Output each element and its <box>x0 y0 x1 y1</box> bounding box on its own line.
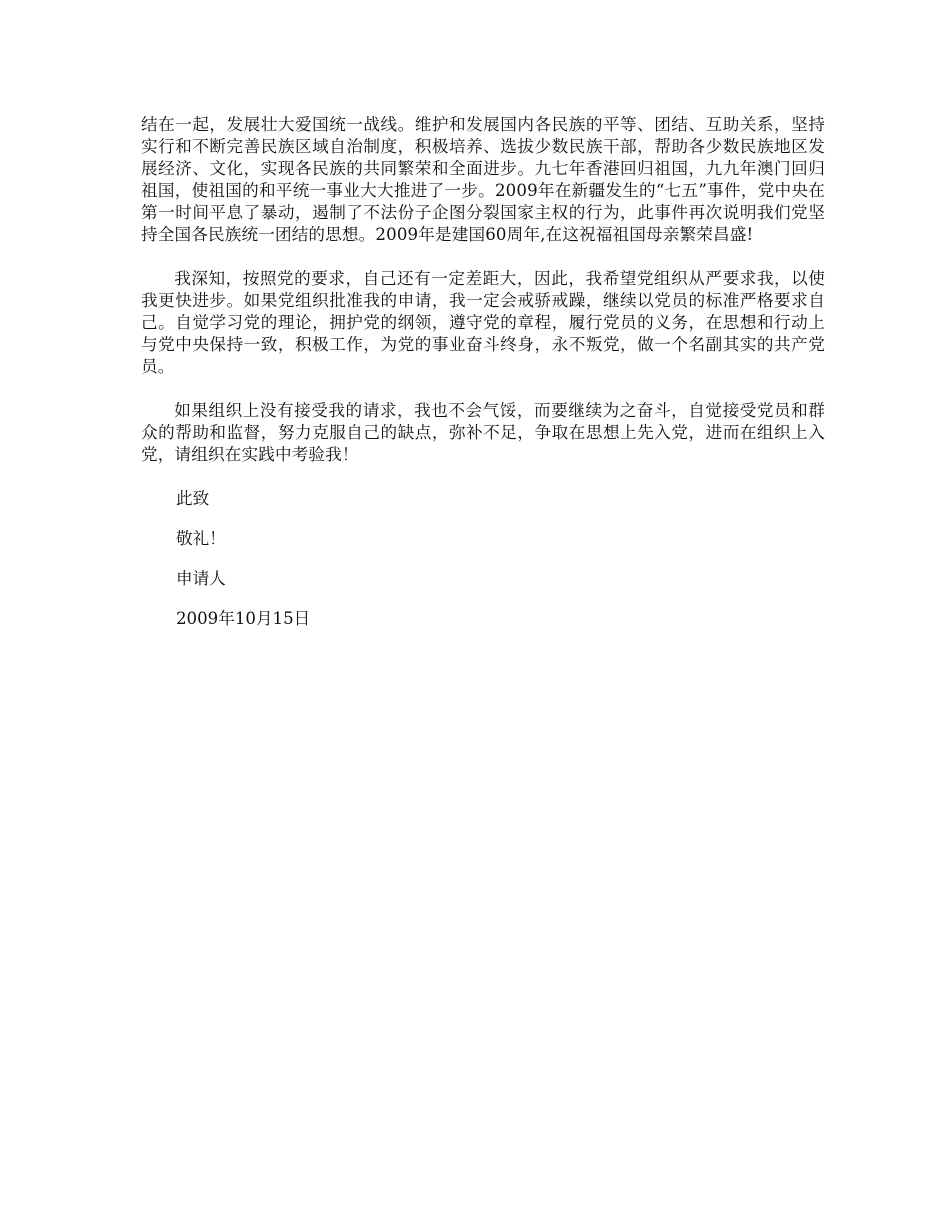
paragraph-gap <box>141 246 825 268</box>
closing-gap <box>141 550 825 568</box>
paragraph-unity: 结在一起，发展壮大爱国统一战线。维护和发展国内各民族的平等、团结、互助关系，坚持实行和不断完善民族区域自治制度，积极培养、选拔少数民族干部，帮助各少数民族地区发展经济、文化，实现各民族的共同繁荣和全面进步。九七年香港回归祖国，九九年澳门回归祖国，使祖国的和平统一事业大大推进了一步。2009年在新疆发生的“七五”事件，党中央在第一时间平息了暴动，遏制了不法份子企图分裂国家主权的行为，此事件再次说明我们党坚持全国各民族统一团结的思想。2009年是建国60周年,在这祝福祖国母亲繁荣昌盛! <box>141 115 825 244</box>
closing-salutation: 此致 <box>176 489 210 508</box>
closing-respect: 敬礼！ <box>176 529 226 548</box>
applicant-label: 申请人 <box>176 569 226 588</box>
paragraph-gap <box>141 466 825 488</box>
application-date: 2009年10月15日 <box>176 609 311 628</box>
paragraph-gap <box>141 378 825 400</box>
paragraph-perseverance: 如果组织上没有接受我的请求，我也不会气馁，而要继续为之奋斗，自觉接受党员和群众的帮助和监督，努力克服自己的缺点，弥补不足，争取在思想上先入党，进而在组织上入党，请组织在实践中考验我！ <box>141 401 825 464</box>
closing-gap <box>141 590 825 608</box>
closing-gap <box>141 510 825 528</box>
document-body <box>141 114 825 630</box>
paragraph-commitment: 我深知，按照党的要求，自己还有一定差距大，因此，我希望党组织从严要求我，以使我更快进步。如果党组织批准我的申请，我一定会戒骄戒躁，继续以党员的标准严格要求自己。自觉学习党的理论，拥护党的纲领，遵守党的章程，履行党员的义务，在思想和行动上与党中央保持一致，积极工作，为党的事业奋斗终身，永不叛党，做一个名副其实的共产党员。 <box>141 269 825 376</box>
